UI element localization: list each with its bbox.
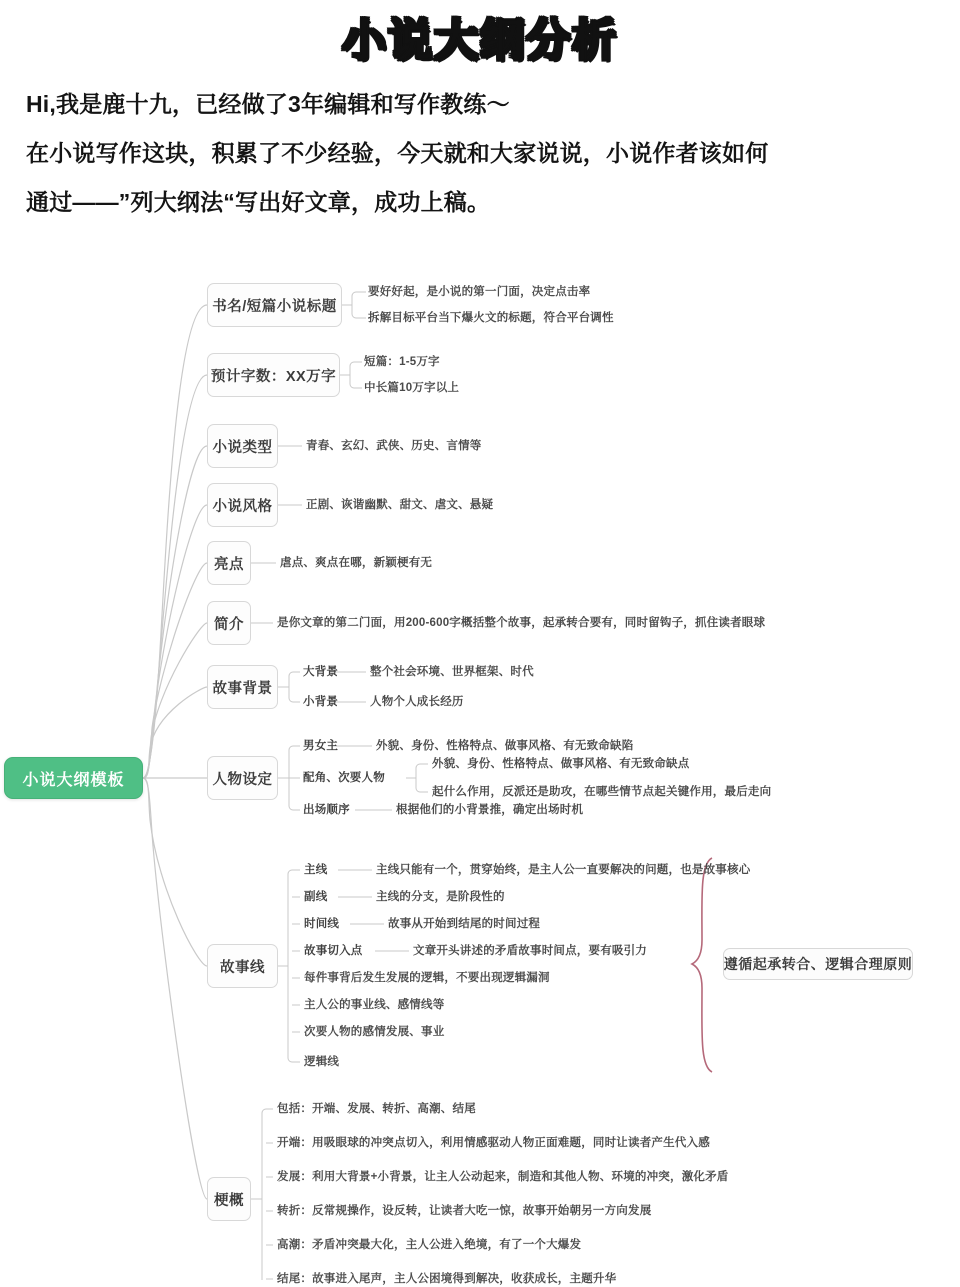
leaf-highlight-1: 虐点、爽点在哪，新颖梗有无 — [280, 557, 433, 569]
leaf-title-1: 要好好起，是小说的第一门面，决定点击率 — [368, 286, 591, 298]
sub-label-background-1: 大背景 — [303, 666, 339, 678]
leaf-background-2: 人物个人成长经历 — [370, 696, 464, 708]
outline-item-2: 开端：用吸眼球的冲突点切入，利用情感驱动人物正面难题，同时让读者产生代入感 — [277, 1137, 710, 1149]
outline-item-5: 高潮：矛盾冲突最大化，主人公进入绝境，有了一个大爆发 — [277, 1239, 582, 1251]
storyline-item-detail-4: 文章开头讲述的矛盾故事时间点，要有吸引力 — [413, 945, 647, 957]
branch-node-genre[interactable] — [207, 424, 278, 468]
branch-node-style[interactable] — [207, 483, 278, 527]
sub-label-characters-2: 配角、次要人物 — [303, 772, 385, 784]
branch-node-background[interactable] — [207, 665, 278, 709]
branch-label-synopsis: 简介 — [214, 616, 244, 633]
leaf-wordcount-1: 短篇：1-5万字 — [364, 356, 440, 368]
leaf-characters-3: 根据他们的小背景推，确定出场时机 — [396, 804, 584, 816]
intro-block — [0, 76, 960, 227]
branch-node-storyline[interactable] — [207, 944, 278, 988]
storyline-item-label-3: 时间线 — [304, 918, 340, 930]
branch-node-characters[interactable] — [207, 756, 278, 800]
storyline-item-label-6: 主人公的事业线、感情线等 — [304, 999, 445, 1011]
outline-item-1: 包括：开端、发展、转折、高潮、结尾 — [277, 1103, 476, 1115]
branch-label-characters: 人物设定 — [212, 771, 273, 788]
intro-line-2: 在小说写作这块，积累了不少经验，今天就和大家说说，小说作者该如何 — [26, 140, 769, 166]
principle-box-label: 遵循起承转合、逻辑合理原则 — [723, 956, 913, 972]
leaf-genre-1: 青春、玄幻、武侠、历史、言情等 — [306, 440, 482, 452]
leaf-characters-2b: 起什么作用，反派还是助攻，在哪些情节点起关键作用，最后走向 — [432, 786, 772, 798]
outline-item-6: 结尾：故事进入尾声，主人公困境得到解决，收获成长，主题升华 — [277, 1273, 617, 1285]
leaf-style-1: 正剧、诙谐幽默、甜文、虐文、悬疑 — [306, 499, 494, 511]
branch-node-outline[interactable] — [207, 1177, 251, 1221]
storyline-item-label-8: 逻辑线 — [304, 1056, 340, 1068]
leaf-title-2: 拆解目标平台当下爆火文的标题，符合平台调性 — [368, 312, 614, 324]
branch-node-synopsis[interactable] — [207, 601, 251, 645]
storyline-item-label-2: 副线 — [304, 891, 328, 903]
branch-label-title: 书名/短篇小说标题 — [212, 298, 337, 315]
storyline-item-detail-3: 故事从开始到结尾的时间过程 — [388, 918, 541, 930]
header — [0, 0, 960, 227]
branch-node-highlight[interactable] — [207, 541, 251, 585]
leaf-characters-2a: 外貌、身份、性格特点、做事风格、有无致命缺点 — [432, 758, 690, 770]
branch-label-highlight: 亮点 — [214, 556, 244, 573]
storyline-item-label-4: 故事切入点 — [304, 945, 363, 957]
sub-label-characters-1: 男女主 — [303, 740, 339, 752]
branch-label-genre: 小说类型 — [212, 439, 273, 456]
leaf-synopsis-1: 是你文章的第二门面，用200-600字概括整个故事，起承转合要有，同时留钩子，抓住读者眼球 — [277, 617, 766, 629]
page-title: 小说大纲分析 — [342, 16, 618, 65]
branch-label-outline: 梗概 — [214, 1192, 244, 1209]
sub-label-background-2: 小背景 — [303, 696, 339, 708]
storyline-item-label-1: 主线 — [304, 864, 328, 876]
outline-item-3: 发展：利用大背景+小背景，让主人公动起来，制造和其他人物、环境的冲突，激化矛盾 — [277, 1171, 729, 1183]
outline-item-4: 转折：反常规操作，设反转，让读者大吃一惊，故事开始朝另一方向发展 — [277, 1205, 652, 1217]
branch-node-wordcount[interactable] — [207, 353, 340, 397]
mindmap-root-node[interactable] — [4, 757, 143, 799]
sub-label-characters-3: 出场顺序 — [303, 804, 350, 816]
branch-label-style: 小说风格 — [212, 498, 273, 515]
storyline-item-detail-1: 主线只能有一个，贯穿始终，是主人公一直要解决的问题，也是故事核心 — [376, 864, 751, 876]
branch-label-storyline: 故事线 — [220, 959, 265, 976]
branch-label-background: 故事背景 — [212, 680, 273, 697]
branch-node-title[interactable] — [207, 283, 342, 327]
intro-line-3: 通过——”列大纲法“写出好文章，成功上稿。 — [26, 189, 491, 215]
leaf-characters-1: 外貌、身份、性格特点、做事风格、有无致命缺陷 — [376, 740, 634, 752]
leaf-background-1: 整个社会环境、世界框架、时代 — [370, 666, 534, 678]
leaf-wordcount-2: 中长篇10万字以上 — [364, 382, 460, 394]
mindmap — [0, 250, 960, 1285]
storyline-item-detail-2: 主线的分支，是阶段性的 — [376, 891, 505, 903]
principle-brace — [692, 858, 712, 1072]
principle-box[interactable] — [723, 948, 913, 980]
intro-line-1: Hi,我是鹿十九，已经做了3年编辑和写作教练～ — [26, 91, 510, 117]
mindmap-root-label: 小说大纲模板 — [22, 771, 125, 789]
branch-label-wordcount: 预计字数：XX万字 — [210, 368, 337, 385]
storyline-item-label-7: 次要人物的感情发展、事业 — [304, 1026, 445, 1038]
storyline-item-label-5: 每件事背后发生发展的逻辑，不要出现逻辑漏洞 — [304, 972, 550, 984]
